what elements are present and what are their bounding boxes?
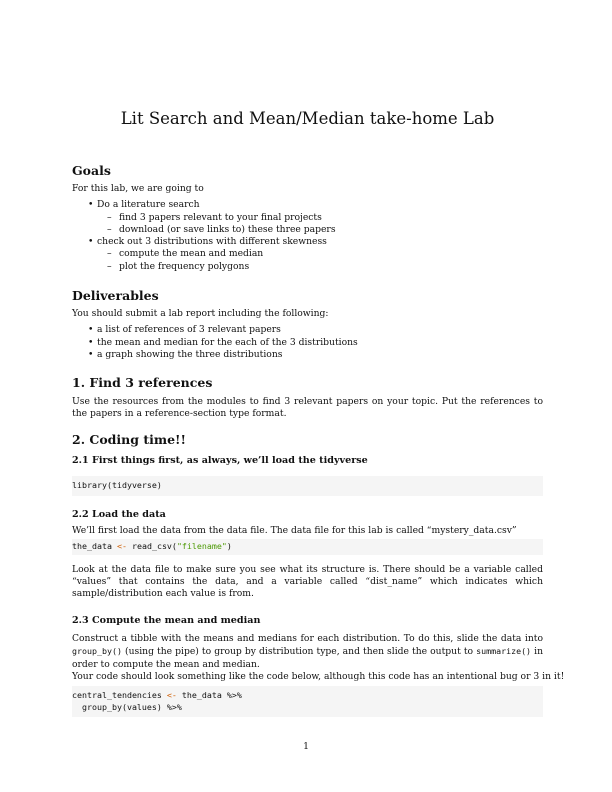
list-item bbox=[97, 212, 543, 224]
deliverables-list bbox=[72, 324, 543, 361]
subsection-body bbox=[72, 633, 543, 671]
list-item-label: a list of references of 3 relevant papers bbox=[97, 324, 281, 336]
list-item bbox=[72, 337, 543, 349]
subsection-load-tidyverse bbox=[72, 454, 543, 496]
code-token-assign: <- bbox=[166, 690, 177, 701]
section-coding-time bbox=[72, 432, 543, 448]
sub-list bbox=[97, 212, 543, 237]
bullet-icon: • bbox=[88, 199, 94, 211]
bullet-icon: • bbox=[88, 348, 94, 360]
list-item-label: a graph showing the three distributions bbox=[97, 348, 283, 360]
list-item bbox=[72, 324, 543, 336]
goals-intro: For this lab, we are going to bbox=[72, 183, 204, 194]
sub-list bbox=[97, 248, 543, 273]
code-token-var: the_data bbox=[72, 541, 112, 552]
subsection-heading: 2.2 Load the data bbox=[72, 509, 166, 520]
text-run: (using the pipe) to group by distribution type, and then slide the output to bbox=[121, 646, 477, 658]
code-token-close: ) bbox=[226, 541, 232, 552]
text-run: in order to compute the mean and median. bbox=[72, 646, 543, 670]
section-body: Use the resources from the modules to find 3 relevant papers on your topic. Put the references to the papers in a reference-section type format. bbox=[72, 396, 543, 420]
code-block bbox=[72, 686, 543, 717]
code-line bbox=[72, 541, 543, 553]
list-item-label: plot the frequency polygons bbox=[119, 260, 250, 272]
code-line bbox=[72, 690, 543, 702]
list-item-label: compute the mean and median bbox=[119, 248, 264, 260]
bullet-icon: • bbox=[88, 324, 94, 336]
list-item-label: Do a literature search bbox=[97, 199, 200, 211]
list-item bbox=[72, 199, 543, 236]
code-block bbox=[72, 539, 543, 555]
bullet-icon: • bbox=[88, 236, 94, 248]
dash-icon: – bbox=[107, 260, 112, 272]
list-item bbox=[72, 236, 543, 273]
deliverables-section bbox=[72, 288, 543, 361]
subsection-body-2: Your code should look something like the code below, although this code has an intentional bug or 3 in it! bbox=[72, 670, 565, 682]
code-token-fn: read_csv( bbox=[131, 541, 177, 552]
code-token-rest: the_data %>% bbox=[181, 690, 242, 701]
list-item-label: check out 3 distributions with different skewness bbox=[97, 236, 327, 248]
inline-code-groupby: group_by() bbox=[72, 646, 122, 657]
goals-list bbox=[72, 199, 543, 273]
subsection-body: We’ll first load the data from the data file. The data file for this lab is called “mystery_data.csv” bbox=[72, 525, 517, 536]
list-item bbox=[97, 248, 543, 260]
dash-icon: – bbox=[107, 211, 112, 223]
list-item bbox=[97, 261, 543, 273]
document-title: Lit Search and Mean/Median take-home Lab bbox=[120, 109, 495, 128]
section-heading: 2. Coding time!! bbox=[72, 432, 187, 447]
list-item-label: find 3 papers relevant to your final projects bbox=[119, 211, 322, 223]
code-token-string: "filename" bbox=[176, 541, 227, 552]
deliverables-heading: Deliverables bbox=[72, 288, 159, 303]
list-item-label: the mean and median for the each of the 3 distributions bbox=[97, 336, 358, 348]
text-run: Construct a tibble with the means and medians for each distribution. To do this, slide the data into bbox=[72, 633, 543, 644]
code-line: library(tidyverse) bbox=[72, 480, 162, 490]
page-number: 1 bbox=[303, 741, 309, 752]
code-block bbox=[72, 476, 543, 496]
list-item bbox=[72, 349, 543, 361]
goals-heading: Goals bbox=[72, 163, 111, 178]
subsection-load-data bbox=[72, 508, 543, 601]
section-find-references bbox=[72, 375, 543, 421]
inline-code-summarize: summarize() bbox=[476, 646, 532, 657]
bullet-icon: • bbox=[88, 336, 94, 348]
code-token-assign: <- bbox=[116, 541, 127, 552]
subsection-heading: 2.3 Compute the mean and median bbox=[72, 615, 261, 626]
code-token-var: central_tendencies bbox=[72, 690, 162, 701]
subsection-mean-median bbox=[72, 614, 565, 717]
code-line: group_by(values) %>% bbox=[72, 701, 182, 712]
subsection-body-2: Look at the data file to make sure you see what its structure is. There should be a variable called “values” that contains the data, and a variable called “dist_name” which indicates which sample/distribution each value is from. bbox=[72, 563, 543, 600]
goals-section bbox=[72, 163, 543, 273]
section-heading: 1. Find 3 references bbox=[72, 375, 213, 390]
deliverables-intro: You should submit a lab report including the following: bbox=[72, 308, 329, 319]
subsection-heading: 2.1 First things first, as always, we’ll load the tidyverse bbox=[72, 455, 368, 466]
dash-icon: – bbox=[107, 223, 112, 235]
dash-icon: – bbox=[107, 248, 112, 260]
list-item bbox=[97, 224, 543, 236]
list-item-label: download (or save links to) these three papers bbox=[119, 223, 336, 235]
